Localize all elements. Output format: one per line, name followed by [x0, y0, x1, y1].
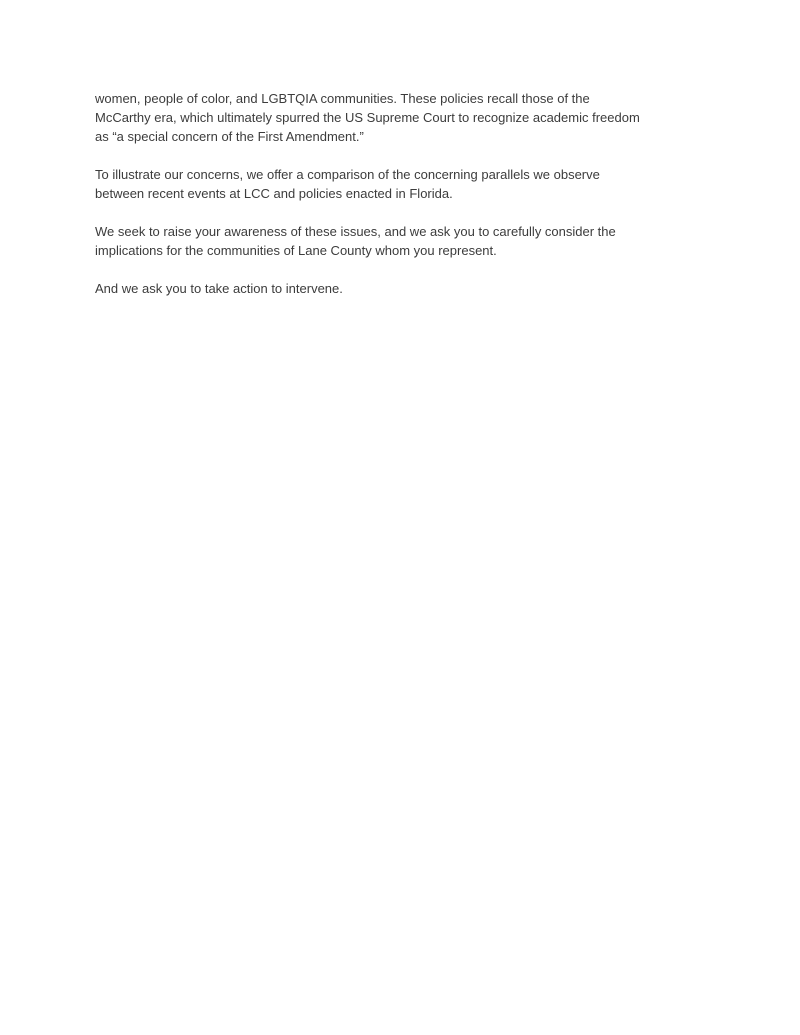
document-body-text: [95, 89, 710, 317]
text-line: as “a special concern of the First Amendment.”: [95, 129, 364, 144]
text-line: To illustrate our concerns, we offer a comparison of the concerning parallels we observe: [95, 167, 600, 182]
text-line: McCarthy era, which ultimately spurred the US Supreme Court to recognize academic freedom: [95, 110, 640, 125]
paragraph-2: [95, 165, 710, 203]
paragraph-1: [95, 89, 710, 146]
text-line: between recent events at LCC and policies enacted in Florida.: [95, 186, 453, 201]
text-line: women, people of color, and LGBTQIA communities. These policies recall those of the: [95, 91, 590, 106]
paragraph-3: [95, 222, 710, 260]
text-line: implications for the communities of Lane County whom you represent.: [95, 243, 497, 258]
paragraph-4: [95, 279, 710, 298]
text-line: And we ask you to take action to intervene.: [95, 281, 343, 296]
text-line: We seek to raise your awareness of these issues, and we ask you to carefully consider the: [95, 224, 616, 239]
